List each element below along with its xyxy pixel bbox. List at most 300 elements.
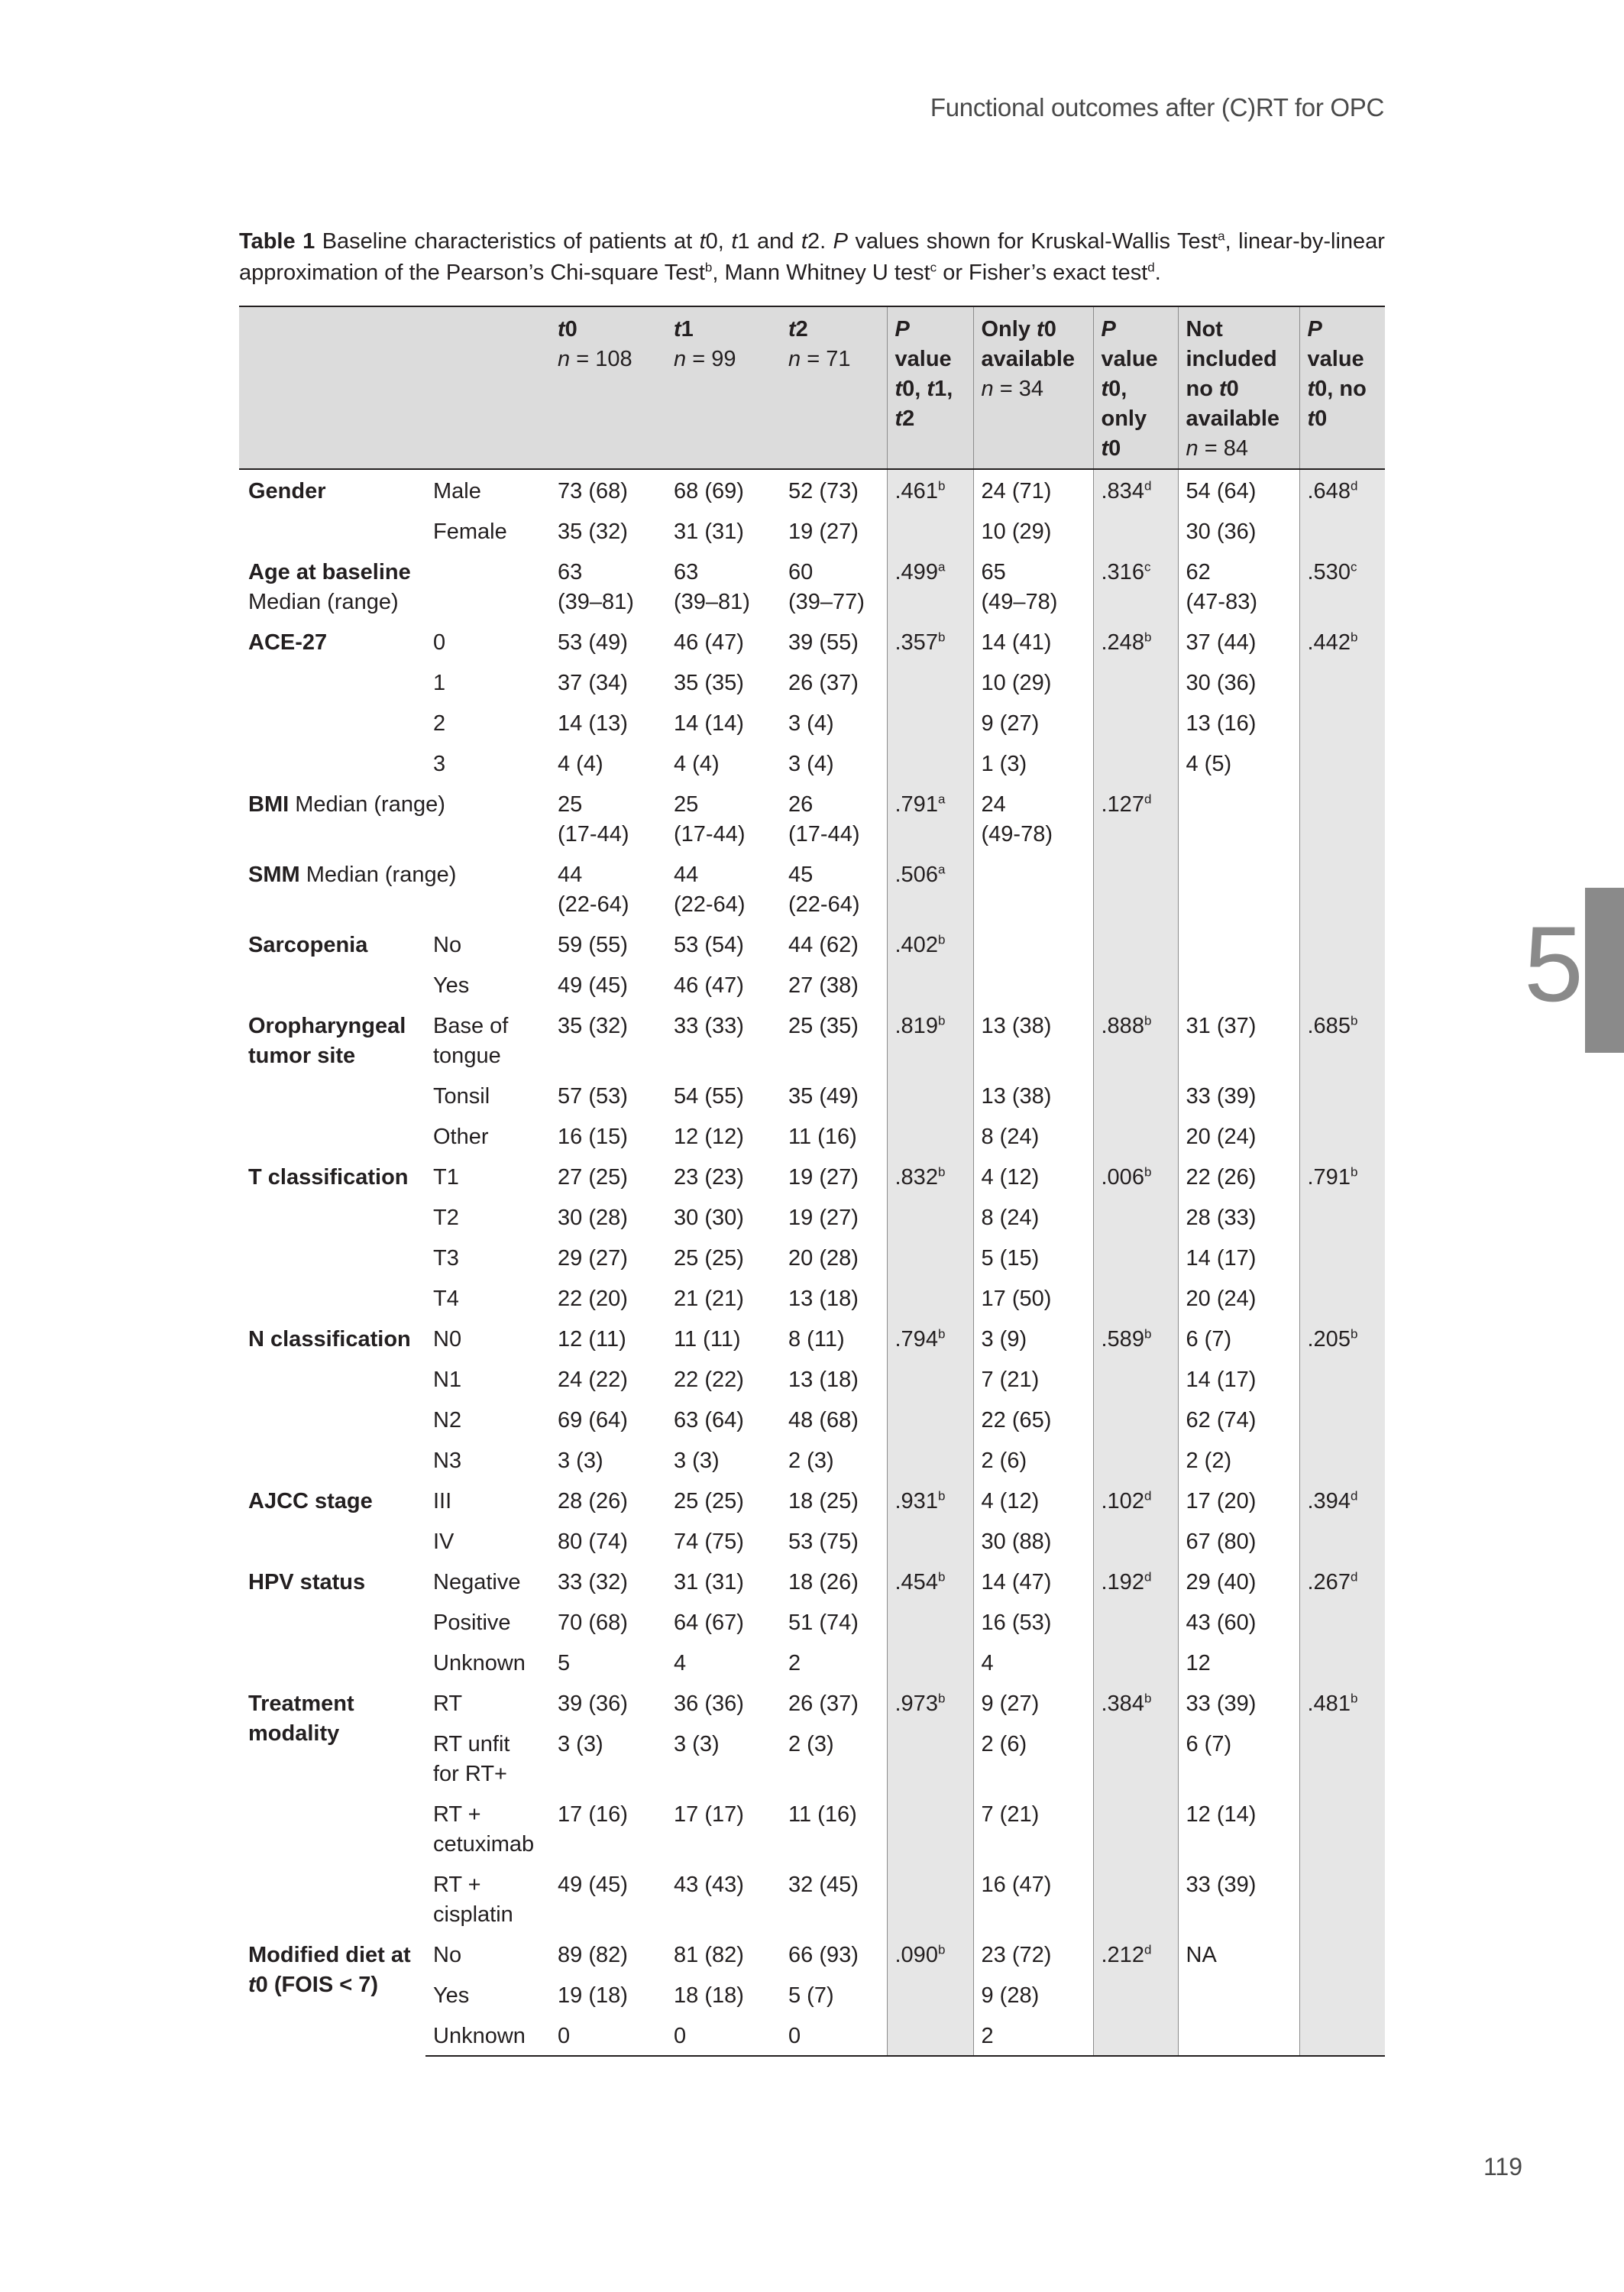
value-cell: .685$^b$	[1299, 1005, 1385, 1075]
value-cell: 35 (49)	[788, 1084, 859, 1109]
value-cell: 37 (34)	[558, 671, 628, 695]
value-cell	[887, 1793, 973, 1863]
value-cell: 23 (72)	[973, 1934, 1093, 1974]
value-cell: 57 (53)	[558, 1084, 628, 1109]
value-cell: 43 (43)	[674, 1873, 744, 1897]
header-p-only-t0: P value t0, only t0	[1093, 306, 1178, 469]
value-cell: 8 (11)	[788, 1327, 845, 1352]
value-cell: 2	[788, 1651, 801, 1675]
value-cell	[1299, 1399, 1385, 1439]
value-cell: 1 (3)	[973, 743, 1093, 783]
value-cell: .248$^b$	[1093, 621, 1178, 662]
value-cell: 19 (27)	[788, 520, 859, 544]
value-cell: 16 (15)	[558, 1125, 628, 1149]
value-cell	[887, 1237, 973, 1277]
value-cell: 63 (64)	[674, 1408, 744, 1432]
value-cell	[1299, 1520, 1385, 1561]
value-cell: .090$^b$	[887, 1934, 973, 1974]
value-cell: 25 (35)	[788, 1014, 859, 1038]
value-cell	[1299, 1601, 1385, 1642]
value-cell: 12 (14)	[1178, 1793, 1299, 1863]
value-cell: 30 (28)	[558, 1206, 628, 1230]
value-cell: 26 (17-44)	[788, 792, 860, 847]
value-cell	[1093, 2015, 1178, 2056]
value-cell	[1299, 1277, 1385, 1318]
value-cell: 33 (39)	[1178, 1075, 1299, 1115]
value-cell: 66 (93)	[788, 1943, 859, 1967]
variable-label: Sarcopenia	[248, 933, 368, 957]
value-cell	[1093, 1974, 1178, 2015]
value-cell: .794$^b$	[887, 1318, 973, 1358]
table-row	[239, 1682, 1385, 1723]
value-cell: 28 (26)	[558, 1489, 628, 1513]
value-cell	[1093, 1439, 1178, 1480]
value-cell: 44 (22-64)	[674, 863, 746, 917]
value-cell: 4 (4)	[674, 752, 720, 776]
value-cell: 13 (18)	[788, 1368, 859, 1392]
value-cell: 48 (68)	[788, 1408, 859, 1432]
baseline-characteristics-table	[239, 306, 1385, 2057]
variable-label: Oropharyngeal tumor site	[248, 1014, 406, 1068]
value-cell	[1093, 702, 1178, 743]
value-cell: 22 (26)	[1178, 1156, 1299, 1196]
category-label: N3	[433, 1449, 462, 1473]
value-cell: 2 (3)	[788, 1449, 834, 1473]
value-cell: 3 (9)	[973, 1318, 1093, 1358]
value-cell: 43 (60)	[1178, 1601, 1299, 1642]
value-cell: 74 (75)	[674, 1530, 744, 1554]
value-cell: 22 (65)	[973, 1399, 1093, 1439]
value-cell	[1093, 743, 1178, 783]
value-cell	[1093, 1520, 1178, 1561]
variable-label: Gender	[248, 479, 326, 503]
value-cell	[1299, 1723, 1385, 1793]
value-cell: 30 (88)	[973, 1520, 1093, 1561]
value-cell: .648$^d$	[1299, 469, 1385, 510]
value-cell	[1299, 1974, 1385, 2015]
value-cell: 20 (28)	[788, 1246, 859, 1271]
value-cell: 33 (32)	[558, 1570, 628, 1594]
value-cell: 9 (27)	[973, 702, 1093, 743]
value-cell: .791$^a$	[887, 783, 973, 853]
value-cell: 17 (16)	[558, 1802, 628, 1827]
value-cell: 16 (53)	[973, 1601, 1093, 1642]
value-cell	[1299, 1642, 1385, 1682]
value-cell	[1299, 1237, 1385, 1277]
value-cell: 4 (12)	[973, 1480, 1093, 1520]
value-cell: 35 (32)	[558, 520, 628, 544]
value-cell: 19 (27)	[788, 1165, 859, 1190]
value-cell: .819$^b$	[887, 1005, 973, 1075]
value-cell: 30 (36)	[1178, 662, 1299, 702]
value-cell: 18 (25)	[788, 1489, 859, 1513]
value-cell: 2	[973, 2015, 1093, 2056]
value-cell	[1093, 853, 1178, 924]
value-cell	[887, 1439, 973, 1480]
value-cell: .530$^c$	[1299, 551, 1385, 621]
value-cell: 5	[558, 1651, 571, 1675]
value-cell: 30 (30)	[674, 1206, 744, 1230]
table-row	[239, 1480, 1385, 1520]
value-cell: 14 (14)	[674, 711, 744, 736]
value-cell	[1178, 964, 1299, 1005]
category-label: Negative	[433, 1570, 521, 1594]
value-cell: 14 (47)	[973, 1561, 1093, 1601]
value-cell: .442$^b$	[1299, 621, 1385, 662]
value-cell	[887, 743, 973, 783]
table-caption	[239, 226, 1385, 289]
variable-label: ACE-27	[248, 630, 328, 655]
value-cell: 7 (21)	[973, 1793, 1093, 1863]
value-cell: 18 (26)	[788, 1570, 859, 1594]
value-cell: 9 (27)	[973, 1682, 1093, 1723]
value-cell: 31 (37)	[1178, 1005, 1299, 1075]
value-cell: 0	[550, 2015, 666, 2056]
value-cell: 35 (35)	[674, 671, 744, 695]
value-cell: 17 (20)	[1178, 1480, 1299, 1520]
value-cell: 17 (17)	[674, 1802, 744, 1827]
value-cell	[1093, 1277, 1178, 1318]
value-cell: 39 (36)	[558, 1691, 628, 1716]
value-cell	[1178, 1974, 1299, 2015]
chapter-tab	[1585, 888, 1624, 1053]
variable-label: AJCC stage	[248, 1489, 373, 1513]
value-cell: 20 (24)	[1178, 1115, 1299, 1156]
value-cell	[1093, 1601, 1178, 1642]
value-cell	[1093, 1075, 1178, 1115]
value-cell	[1093, 1196, 1178, 1237]
value-cell: 89 (82)	[558, 1943, 628, 1967]
value-cell: 63 (39–81)	[558, 560, 634, 614]
value-cell	[887, 1115, 973, 1156]
value-cell: .394$^d$	[1299, 1480, 1385, 1520]
table-header	[239, 306, 1385, 469]
category-label: III	[433, 1489, 452, 1513]
chapter-number: 5	[1524, 904, 1584, 1024]
category-label: 3	[433, 752, 446, 776]
value-cell	[1093, 1358, 1178, 1399]
header-blank-1	[239, 306, 425, 469]
value-cell: .357$^b$	[887, 621, 973, 662]
value-cell	[1093, 1863, 1178, 1934]
header-t0: t0 n = 108	[558, 317, 632, 371]
value-cell: 25 (17-44)	[674, 792, 746, 847]
value-cell: .832$^b$	[887, 1156, 973, 1196]
value-cell	[1299, 1115, 1385, 1156]
category-label: 2	[433, 711, 446, 736]
value-cell: 4 (12)	[973, 1156, 1093, 1196]
value-cell: 24 (71)	[973, 469, 1093, 510]
value-cell: 33 (39)	[1178, 1863, 1299, 1934]
category-label: T2	[433, 1206, 459, 1230]
value-cell: 53 (54)	[674, 933, 744, 957]
value-cell: 3 (4)	[788, 752, 834, 776]
value-cell: 68 (69)	[674, 479, 744, 503]
value-cell: 13 (38)	[973, 1075, 1093, 1115]
value-cell	[1299, 1075, 1385, 1115]
value-cell: 24 (49-78)	[973, 783, 1093, 853]
value-cell: 26 (37)	[788, 1691, 859, 1716]
value-cell: 69 (64)	[558, 1408, 628, 1432]
variable-label: BMI Median (range)	[248, 792, 445, 817]
value-cell	[1093, 964, 1178, 1005]
category-label: N1	[433, 1368, 462, 1392]
value-cell	[1299, 783, 1385, 853]
value-cell: 6 (7)	[1178, 1318, 1299, 1358]
value-cell: 53 (75)	[788, 1530, 859, 1554]
value-cell: 27 (38)	[788, 973, 859, 998]
value-cell	[1178, 783, 1299, 853]
category-label: Male	[433, 479, 481, 503]
value-cell	[887, 662, 973, 702]
value-cell: 12 (12)	[674, 1125, 744, 1149]
value-cell: 73 (68)	[558, 479, 628, 503]
variable-label: Modified diet at t0 (FOIS < 7)	[248, 1943, 411, 1997]
value-cell: 3 (3)	[558, 1449, 603, 1473]
value-cell	[1093, 1115, 1178, 1156]
value-cell	[1178, 853, 1299, 924]
value-cell: 25 (25)	[674, 1489, 744, 1513]
value-cell: 28 (33)	[1178, 1196, 1299, 1237]
value-cell: 67 (80)	[1178, 1520, 1299, 1561]
value-cell: .888$^b$	[1093, 1005, 1178, 1075]
table-row	[239, 1561, 1385, 1601]
value-cell	[1299, 1439, 1385, 1480]
value-cell	[887, 1863, 973, 1934]
value-cell	[887, 1520, 973, 1561]
value-cell: 14 (41)	[973, 621, 1093, 662]
value-cell	[1178, 924, 1299, 964]
value-cell: 54 (64)	[1178, 469, 1299, 510]
value-cell: 12	[1178, 1642, 1299, 1682]
value-cell	[887, 1642, 973, 1682]
header-t1: t1 n = 99	[674, 317, 736, 371]
value-cell: .384$^b$	[1093, 1682, 1178, 1723]
value-cell	[1299, 1793, 1385, 1863]
value-cell: 70 (68)	[558, 1611, 628, 1635]
value-cell: 2 (6)	[973, 1439, 1093, 1480]
value-cell: 25 (25)	[674, 1246, 744, 1271]
value-cell: 0	[781, 2015, 887, 2056]
value-cell: 35 (32)	[558, 1014, 628, 1038]
value-cell: 3 (4)	[788, 711, 834, 736]
page-number: 119	[1483, 2153, 1523, 2180]
value-cell	[1299, 924, 1385, 964]
value-cell: 22 (20)	[558, 1287, 628, 1311]
value-cell: 60 (39–77)	[788, 560, 865, 614]
value-cell: 62 (74)	[1178, 1399, 1299, 1439]
value-cell	[887, 1399, 973, 1439]
value-cell: 10 (29)	[973, 662, 1093, 702]
value-cell	[887, 1075, 973, 1115]
value-cell: 13 (18)	[788, 1287, 859, 1311]
value-cell: 14 (17)	[1178, 1237, 1299, 1277]
category-label: RT unfit for RT+	[433, 1732, 510, 1786]
value-cell	[1299, 662, 1385, 702]
value-cell: 31 (31)	[674, 520, 744, 544]
value-cell: 53 (49)	[558, 630, 628, 655]
value-cell	[973, 853, 1093, 924]
variable-label: T classification	[248, 1165, 409, 1190]
value-cell	[887, 1196, 973, 1237]
value-cell: 3 (3)	[558, 1732, 603, 1756]
value-cell: 11 (16)	[788, 1802, 857, 1827]
table-row	[239, 1156, 1385, 1196]
value-cell: .316$^c$	[1093, 551, 1178, 621]
value-cell: .481$^b$	[1299, 1682, 1385, 1723]
value-cell: 18 (18)	[674, 1983, 744, 2008]
table-row	[239, 621, 1385, 662]
value-cell: 45 (22-64)	[788, 863, 860, 917]
value-cell: NA	[1178, 1934, 1299, 1974]
value-cell: .102$^d$	[1093, 1480, 1178, 1520]
table-caption-text: Baseline characteristics of patients at t0, t1 and t2. P values shown for Kruskal-Wallis Test$^a$, linear-by-linear approximation of the Pearson’s Chi-square Test$^b$, Mann Whitney U test$^c$ or Fisher’s exact test$^d$.	[239, 228, 1385, 285]
category-label: RT + cetuximab	[433, 1802, 535, 1857]
value-cell: .973$^b$	[887, 1682, 973, 1723]
value-cell: 5 (7)	[788, 1983, 834, 2008]
value-cell: 14 (17)	[1178, 1358, 1299, 1399]
value-cell	[887, 964, 973, 1005]
value-cell: .454$^b$	[887, 1561, 973, 1601]
value-cell: 21 (21)	[674, 1287, 744, 1311]
header-p-t0-t1-t2: P value t0, t1, t2	[887, 306, 973, 469]
category-label: T3	[433, 1246, 459, 1271]
value-cell: .192$^d$	[1093, 1561, 1178, 1601]
category-label: Unknown	[433, 1651, 526, 1675]
value-cell	[887, 2015, 973, 2056]
value-cell: 49 (45)	[558, 973, 628, 998]
header-not-included: Not included no t0 available n = 84	[1178, 306, 1299, 469]
value-cell: 11 (11)	[674, 1327, 741, 1352]
value-cell	[887, 1277, 973, 1318]
value-cell: 16 (47)	[973, 1863, 1093, 1934]
value-cell: 29 (40)	[1178, 1561, 1299, 1601]
value-cell: 3 (3)	[674, 1449, 720, 1473]
value-cell: 29 (27)	[558, 1246, 628, 1271]
category-label: Female	[433, 520, 507, 544]
table-row	[239, 1318, 1385, 1358]
value-cell	[973, 964, 1093, 1005]
category-label: T4	[433, 1287, 459, 1311]
value-cell: 20 (24)	[1178, 1277, 1299, 1318]
value-cell	[1093, 1642, 1178, 1682]
value-cell: 30 (36)	[1178, 510, 1299, 551]
running-head: Functional outcomes after (C)RT for OPC	[930, 93, 1384, 121]
value-cell: 23 (23)	[674, 1165, 744, 1190]
value-cell: 4 (4)	[558, 752, 603, 776]
category-label: Yes	[433, 1983, 470, 2008]
category-label: No	[433, 933, 462, 957]
value-cell: 14 (13)	[558, 711, 628, 736]
value-cell: .499$^a$	[887, 551, 973, 621]
table-row	[239, 469, 1385, 510]
value-cell: 64 (67)	[674, 1611, 744, 1635]
table-row	[239, 783, 1385, 853]
table-row	[239, 924, 1385, 964]
value-cell	[1299, 1934, 1385, 1974]
value-cell: 17 (50)	[973, 1277, 1093, 1318]
value-cell	[887, 510, 973, 551]
value-cell: 39 (55)	[788, 630, 859, 655]
value-cell: .931$^b$	[887, 1480, 973, 1520]
header-t2: t2 n = 71	[788, 317, 851, 371]
value-cell: 46 (47)	[674, 973, 744, 998]
value-cell: 3 (3)	[674, 1732, 720, 1756]
value-cell	[973, 924, 1093, 964]
category-label: No	[433, 1943, 462, 1967]
value-cell	[1299, 853, 1385, 924]
value-cell	[887, 1974, 973, 2015]
variable-label: Age at baseline Median (range)	[248, 560, 411, 614]
value-cell	[1093, 662, 1178, 702]
category-label: 0	[433, 630, 446, 655]
value-cell	[1093, 1723, 1178, 1793]
value-cell	[1299, 1863, 1385, 1934]
category-label: RT + cisplatin	[433, 1873, 513, 1927]
variable-label: N classification	[248, 1327, 411, 1352]
header-p-no-t0: P value t0, no t0	[1299, 306, 1385, 469]
table-label: Table 1	[239, 229, 315, 254]
value-cell: 13 (38)	[973, 1005, 1093, 1075]
value-cell: 2 (2)	[1178, 1439, 1299, 1480]
value-cell	[1299, 1358, 1385, 1399]
value-cell: 11 (16)	[788, 1125, 857, 1149]
value-cell: 4	[973, 1642, 1093, 1682]
value-cell: 49 (45)	[558, 1873, 628, 1897]
value-cell: 6 (7)	[1178, 1723, 1299, 1793]
value-cell: 5 (15)	[973, 1237, 1093, 1277]
category-label: Tonsil	[433, 1084, 490, 1109]
value-cell	[1093, 924, 1178, 964]
value-cell: .461$^b$	[887, 469, 973, 510]
variable-label: SMM Median (range)	[248, 863, 457, 887]
variable-label: Treatment modality	[248, 1691, 354, 1746]
value-cell: .205$^b$	[1299, 1318, 1385, 1358]
value-cell	[887, 702, 973, 743]
value-cell: 24 (22)	[558, 1368, 628, 1392]
value-cell: 36 (36)	[674, 1691, 744, 1716]
value-cell	[887, 1723, 973, 1793]
category-label: IV	[433, 1530, 455, 1554]
value-cell: 54 (55)	[674, 1084, 744, 1109]
value-cell	[1093, 1793, 1178, 1863]
value-cell: 32 (45)	[788, 1873, 859, 1897]
value-cell	[1299, 2015, 1385, 2056]
header-blank-2	[425, 306, 550, 469]
value-cell: 65 (49–78)	[973, 551, 1093, 621]
value-cell: .402$^b$	[887, 924, 973, 964]
value-cell: 10 (29)	[973, 510, 1093, 551]
value-cell: .506$^a$	[887, 853, 973, 924]
value-cell: 13 (16)	[1178, 702, 1299, 743]
value-cell	[1299, 1196, 1385, 1237]
value-cell: .127$^d$	[1093, 783, 1178, 853]
value-cell: 46 (47)	[674, 630, 744, 655]
value-cell: 62 (47-83)	[1178, 551, 1299, 621]
value-cell: 59 (55)	[558, 933, 628, 957]
value-cell	[1299, 743, 1385, 783]
value-cell: 8 (24)	[973, 1115, 1093, 1156]
value-cell: 63 (39–81)	[674, 560, 750, 614]
category-label: N2	[433, 1408, 462, 1432]
value-cell	[1299, 964, 1385, 1005]
category-label: T1	[433, 1165, 459, 1190]
value-cell: .006$^b$	[1093, 1156, 1178, 1196]
value-cell: 26 (37)	[788, 671, 859, 695]
value-cell: 4 (5)	[1178, 743, 1299, 783]
value-cell: 22 (22)	[674, 1368, 744, 1392]
value-cell: 80 (74)	[558, 1530, 628, 1554]
